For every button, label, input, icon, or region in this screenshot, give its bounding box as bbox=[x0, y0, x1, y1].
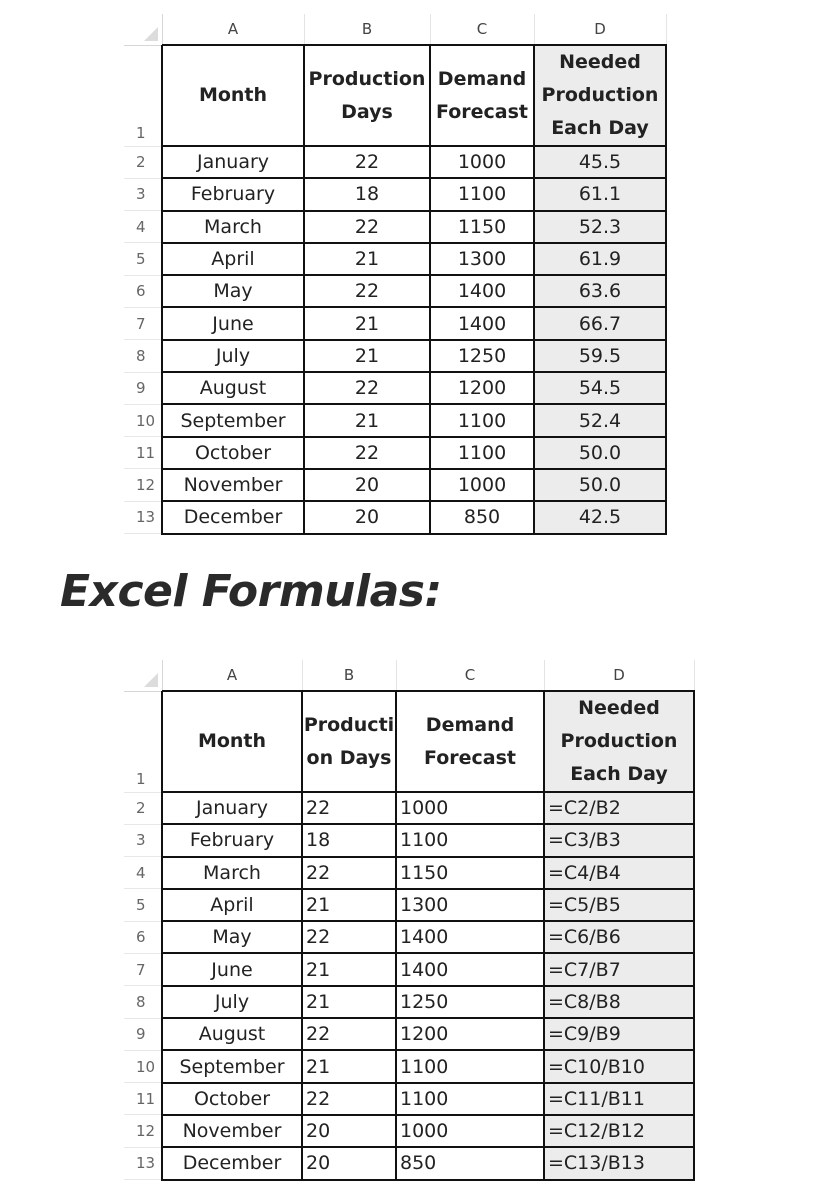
month-cell[interactable]: April bbox=[162, 243, 304, 275]
formula-cell[interactable]: =C13/B13 bbox=[544, 1147, 694, 1179]
needed-production-cell[interactable]: 61.1 bbox=[534, 178, 666, 210]
month-cell[interactable]: March bbox=[162, 857, 302, 889]
needed-production-cell[interactable]: 50.0 bbox=[534, 469, 666, 501]
demand-forecast-cell[interactable]: 1000 bbox=[396, 792, 544, 824]
table-row bbox=[124, 1115, 694, 1147]
header-month[interactable]: Month bbox=[162, 691, 302, 792]
production-days-cell[interactable]: 22 bbox=[304, 146, 430, 178]
month-cell[interactable]: September bbox=[162, 1050, 302, 1082]
row-number[interactable]: 13 bbox=[124, 1147, 162, 1179]
needed-production-cell[interactable]: 66.7 bbox=[534, 307, 666, 339]
header-demand-forecast[interactable] bbox=[396, 691, 544, 792]
table-row bbox=[124, 437, 666, 469]
column-header-b[interactable]: B bbox=[304, 14, 430, 45]
column-header-c[interactable]: C bbox=[396, 660, 544, 691]
header-row bbox=[124, 45, 666, 146]
header-needed-production[interactable] bbox=[544, 691, 694, 792]
values-table bbox=[124, 14, 667, 535]
production-days-cell[interactable]: 22 bbox=[302, 792, 396, 824]
select-all-corner[interactable] bbox=[124, 14, 162, 45]
production-days-cell[interactable]: 21 bbox=[304, 243, 430, 275]
header-line: Each Day bbox=[551, 117, 649, 139]
row-number[interactable]: 10 bbox=[124, 1050, 162, 1082]
needed-production-cell[interactable]: 61.9 bbox=[534, 243, 666, 275]
header-line: Producti bbox=[303, 713, 395, 736]
header-line: Production bbox=[541, 84, 659, 106]
header-production-days[interactable] bbox=[304, 45, 430, 146]
formula-cell[interactable]: =C7/B7 bbox=[544, 953, 694, 985]
row-number[interactable]: 11 bbox=[124, 437, 162, 469]
demand-forecast-cell[interactable]: 1400 bbox=[430, 275, 534, 307]
demand-forecast-cell[interactable]: 850 bbox=[396, 1147, 544, 1179]
formula-cell[interactable]: =C6/B6 bbox=[544, 921, 694, 953]
production-days-cell[interactable]: 21 bbox=[302, 889, 396, 921]
row-number[interactable]: 1 bbox=[124, 45, 162, 146]
needed-production-cell[interactable]: 52.3 bbox=[534, 211, 666, 243]
table-row bbox=[124, 469, 666, 501]
table-row bbox=[124, 404, 666, 436]
month-cell[interactable]: September bbox=[162, 404, 304, 436]
section-title: Excel Formulas: bbox=[60, 566, 442, 617]
table-row bbox=[124, 857, 694, 889]
month-cell[interactable]: February bbox=[162, 824, 302, 856]
demand-forecast-cell[interactable]: 1400 bbox=[430, 307, 534, 339]
production-days-cell[interactable]: 22 bbox=[304, 275, 430, 307]
row-number[interactable]: 2 bbox=[124, 146, 162, 178]
production-days-cell[interactable]: 22 bbox=[304, 437, 430, 469]
demand-forecast-cell[interactable]: 1150 bbox=[396, 857, 544, 889]
table-row bbox=[124, 340, 666, 372]
header-line: Production bbox=[560, 730, 678, 752]
month-cell[interactable]: December bbox=[162, 501, 304, 533]
column-header-a[interactable]: A bbox=[162, 14, 304, 45]
header-line: Forecast bbox=[424, 746, 516, 769]
row-number[interactable]: 3 bbox=[124, 824, 162, 856]
production-days-cell[interactable]: 22 bbox=[302, 857, 396, 889]
row-number[interactable]: 5 bbox=[124, 243, 162, 275]
formula-cell[interactable]: =C10/B10 bbox=[544, 1050, 694, 1082]
needed-production-cell[interactable]: 54.5 bbox=[534, 372, 666, 404]
header-row bbox=[124, 691, 694, 792]
month-cell[interactable]: October bbox=[162, 1083, 302, 1115]
needed-production-cell[interactable]: 63.6 bbox=[534, 275, 666, 307]
production-days-cell[interactable]: 18 bbox=[304, 178, 430, 210]
header-month[interactable]: Month bbox=[162, 45, 304, 146]
formula-cell[interactable]: =C9/B9 bbox=[544, 1018, 694, 1050]
production-days-cell[interactable]: 21 bbox=[302, 986, 396, 1018]
header-line: on Days bbox=[306, 746, 392, 769]
month-cell[interactable]: December bbox=[162, 1147, 302, 1179]
row-number[interactable]: 12 bbox=[124, 1115, 162, 1147]
header-line: Demand bbox=[437, 67, 527, 90]
demand-forecast-cell[interactable]: 1000 bbox=[430, 146, 534, 178]
row-number[interactable]: 8 bbox=[124, 340, 162, 372]
header-line: Forecast bbox=[436, 100, 528, 123]
row-number[interactable]: 10 bbox=[124, 404, 162, 436]
spreadsheet-formulas bbox=[124, 660, 695, 1181]
demand-forecast-cell[interactable]: 1250 bbox=[396, 986, 544, 1018]
column-header-row bbox=[124, 14, 666, 45]
production-days-cell[interactable]: 20 bbox=[304, 469, 430, 501]
production-days-cell[interactable]: 22 bbox=[304, 211, 430, 243]
table-row bbox=[124, 243, 666, 275]
table-row bbox=[124, 501, 666, 533]
production-days-cell[interactable]: 22 bbox=[302, 921, 396, 953]
month-cell[interactable]: June bbox=[162, 307, 304, 339]
column-header-row bbox=[124, 660, 694, 691]
column-header-b[interactable]: B bbox=[302, 660, 396, 691]
production-days-cell[interactable]: 20 bbox=[302, 1147, 396, 1179]
formula-cell[interactable]: =C12/B12 bbox=[544, 1115, 694, 1147]
month-cell[interactable]: August bbox=[162, 1018, 302, 1050]
header-production-days[interactable] bbox=[302, 691, 396, 792]
formula-cell[interactable]: =C2/B2 bbox=[544, 792, 694, 824]
production-days-cell[interactable]: 20 bbox=[304, 501, 430, 533]
production-days-cell[interactable]: 21 bbox=[304, 340, 430, 372]
month-cell[interactable]: July bbox=[162, 986, 302, 1018]
row-number[interactable]: 6 bbox=[124, 921, 162, 953]
demand-forecast-cell[interactable]: 1100 bbox=[396, 1050, 544, 1082]
table-row bbox=[124, 1147, 694, 1179]
row-number[interactable]: 1 bbox=[124, 691, 162, 792]
month-cell[interactable]: April bbox=[162, 889, 302, 921]
table-row bbox=[124, 178, 666, 210]
production-days-cell[interactable]: 20 bbox=[302, 1115, 396, 1147]
table-row bbox=[124, 824, 694, 856]
demand-forecast-cell[interactable]: 1300 bbox=[430, 243, 534, 275]
row-number[interactable]: 9 bbox=[124, 372, 162, 404]
formula-cell[interactable]: =C4/B4 bbox=[544, 857, 694, 889]
column-header-d[interactable]: D bbox=[544, 660, 694, 691]
demand-forecast-cell[interactable]: 1100 bbox=[396, 1083, 544, 1115]
needed-production-cell[interactable]: 50.0 bbox=[534, 437, 666, 469]
month-cell[interactable]: January bbox=[162, 146, 304, 178]
production-days-cell[interactable]: 22 bbox=[304, 372, 430, 404]
month-cell[interactable]: March bbox=[162, 211, 304, 243]
month-cell[interactable]: May bbox=[162, 921, 302, 953]
demand-forecast-cell[interactable]: 1200 bbox=[396, 1018, 544, 1050]
row-number[interactable]: 12 bbox=[124, 469, 162, 501]
column-header-c[interactable]: C bbox=[430, 14, 534, 45]
month-cell[interactable]: June bbox=[162, 953, 302, 985]
row-number[interactable]: 9 bbox=[124, 1018, 162, 1050]
row-number[interactable]: 13 bbox=[124, 501, 162, 533]
row-number[interactable]: 7 bbox=[124, 307, 162, 339]
month-cell[interactable]: November bbox=[162, 469, 304, 501]
production-days-cell[interactable]: 21 bbox=[302, 953, 396, 985]
table-row bbox=[124, 986, 694, 1018]
formula-cell[interactable]: =C8/B8 bbox=[544, 986, 694, 1018]
production-days-cell[interactable]: 21 bbox=[302, 1050, 396, 1082]
header-line: Needed bbox=[559, 51, 641, 73]
select-all-triangle-icon bbox=[144, 27, 158, 41]
values-body bbox=[124, 146, 666, 534]
table-row bbox=[124, 211, 666, 243]
table-row bbox=[124, 307, 666, 339]
table-row bbox=[124, 1050, 694, 1082]
row-number[interactable]: 2 bbox=[124, 792, 162, 824]
table-row bbox=[124, 372, 666, 404]
needed-production-cell[interactable]: 42.5 bbox=[534, 501, 666, 533]
formula-cell[interactable]: =C3/B3 bbox=[544, 824, 694, 856]
demand-forecast-cell[interactable]: 1400 bbox=[396, 921, 544, 953]
month-cell[interactable]: November bbox=[162, 1115, 302, 1147]
needed-production-cell[interactable]: 52.4 bbox=[534, 404, 666, 436]
header-line: Each Day bbox=[570, 763, 668, 785]
header-line: Days bbox=[341, 100, 393, 123]
production-days-cell[interactable]: 21 bbox=[304, 404, 430, 436]
formulas-body bbox=[124, 792, 694, 1180]
row-number[interactable]: 8 bbox=[124, 986, 162, 1018]
table-row bbox=[124, 921, 694, 953]
demand-forecast-cell[interactable]: 1100 bbox=[430, 404, 534, 436]
production-days-cell[interactable]: 21 bbox=[304, 307, 430, 339]
month-cell[interactable]: January bbox=[162, 792, 302, 824]
needed-production-cell[interactable]: 59.5 bbox=[534, 340, 666, 372]
spreadsheet-values bbox=[124, 14, 667, 535]
demand-forecast-cell[interactable]: 1250 bbox=[430, 340, 534, 372]
header-line: Needed bbox=[578, 697, 660, 719]
column-header-d[interactable]: D bbox=[534, 14, 666, 45]
demand-forecast-cell[interactable]: 850 bbox=[430, 501, 534, 533]
table-row bbox=[124, 792, 694, 824]
row-number[interactable]: 6 bbox=[124, 275, 162, 307]
demand-forecast-cell[interactable]: 1100 bbox=[430, 437, 534, 469]
demand-forecast-cell[interactable]: 1400 bbox=[396, 953, 544, 985]
table-row bbox=[124, 889, 694, 921]
month-cell[interactable]: October bbox=[162, 437, 304, 469]
production-days-cell[interactable]: 22 bbox=[302, 1083, 396, 1115]
formula-cell[interactable]: =C5/B5 bbox=[544, 889, 694, 921]
select-all-triangle-icon bbox=[144, 673, 158, 687]
table-row bbox=[124, 146, 666, 178]
formulas-table bbox=[124, 660, 695, 1181]
header-needed-production[interactable] bbox=[534, 45, 666, 146]
formula-cell[interactable]: =C11/B11 bbox=[544, 1083, 694, 1115]
month-cell[interactable]: February bbox=[162, 178, 304, 210]
row-number[interactable]: 5 bbox=[124, 889, 162, 921]
table-row bbox=[124, 953, 694, 985]
header-demand-forecast[interactable] bbox=[430, 45, 534, 146]
demand-forecast-cell[interactable]: 1300 bbox=[396, 889, 544, 921]
header-line: Demand bbox=[425, 713, 515, 736]
month-cell[interactable]: July bbox=[162, 340, 304, 372]
demand-forecast-cell[interactable]: 1100 bbox=[396, 824, 544, 856]
demand-forecast-cell[interactable]: 1150 bbox=[430, 211, 534, 243]
month-cell[interactable]: May bbox=[162, 275, 304, 307]
needed-production-cell[interactable]: 45.5 bbox=[534, 146, 666, 178]
demand-forecast-cell[interactable]: 1100 bbox=[430, 178, 534, 210]
table-row bbox=[124, 275, 666, 307]
row-number[interactable]: 4 bbox=[124, 857, 162, 889]
column-header-a[interactable]: A bbox=[162, 660, 302, 691]
demand-forecast-cell[interactable]: 1200 bbox=[430, 372, 534, 404]
demand-forecast-cell[interactable]: 1000 bbox=[430, 469, 534, 501]
row-number[interactable]: 11 bbox=[124, 1083, 162, 1115]
row-number[interactable]: 3 bbox=[124, 178, 162, 210]
row-number[interactable]: 7 bbox=[124, 953, 162, 985]
month-cell[interactable]: August bbox=[162, 372, 304, 404]
header-line: Production bbox=[308, 67, 426, 90]
production-days-cell[interactable]: 22 bbox=[302, 1018, 396, 1050]
table-row bbox=[124, 1083, 694, 1115]
select-all-corner[interactable] bbox=[124, 660, 162, 691]
production-days-cell[interactable]: 18 bbox=[302, 824, 396, 856]
row-number[interactable]: 4 bbox=[124, 211, 162, 243]
demand-forecast-cell[interactable]: 1000 bbox=[396, 1115, 544, 1147]
table-row bbox=[124, 1018, 694, 1050]
